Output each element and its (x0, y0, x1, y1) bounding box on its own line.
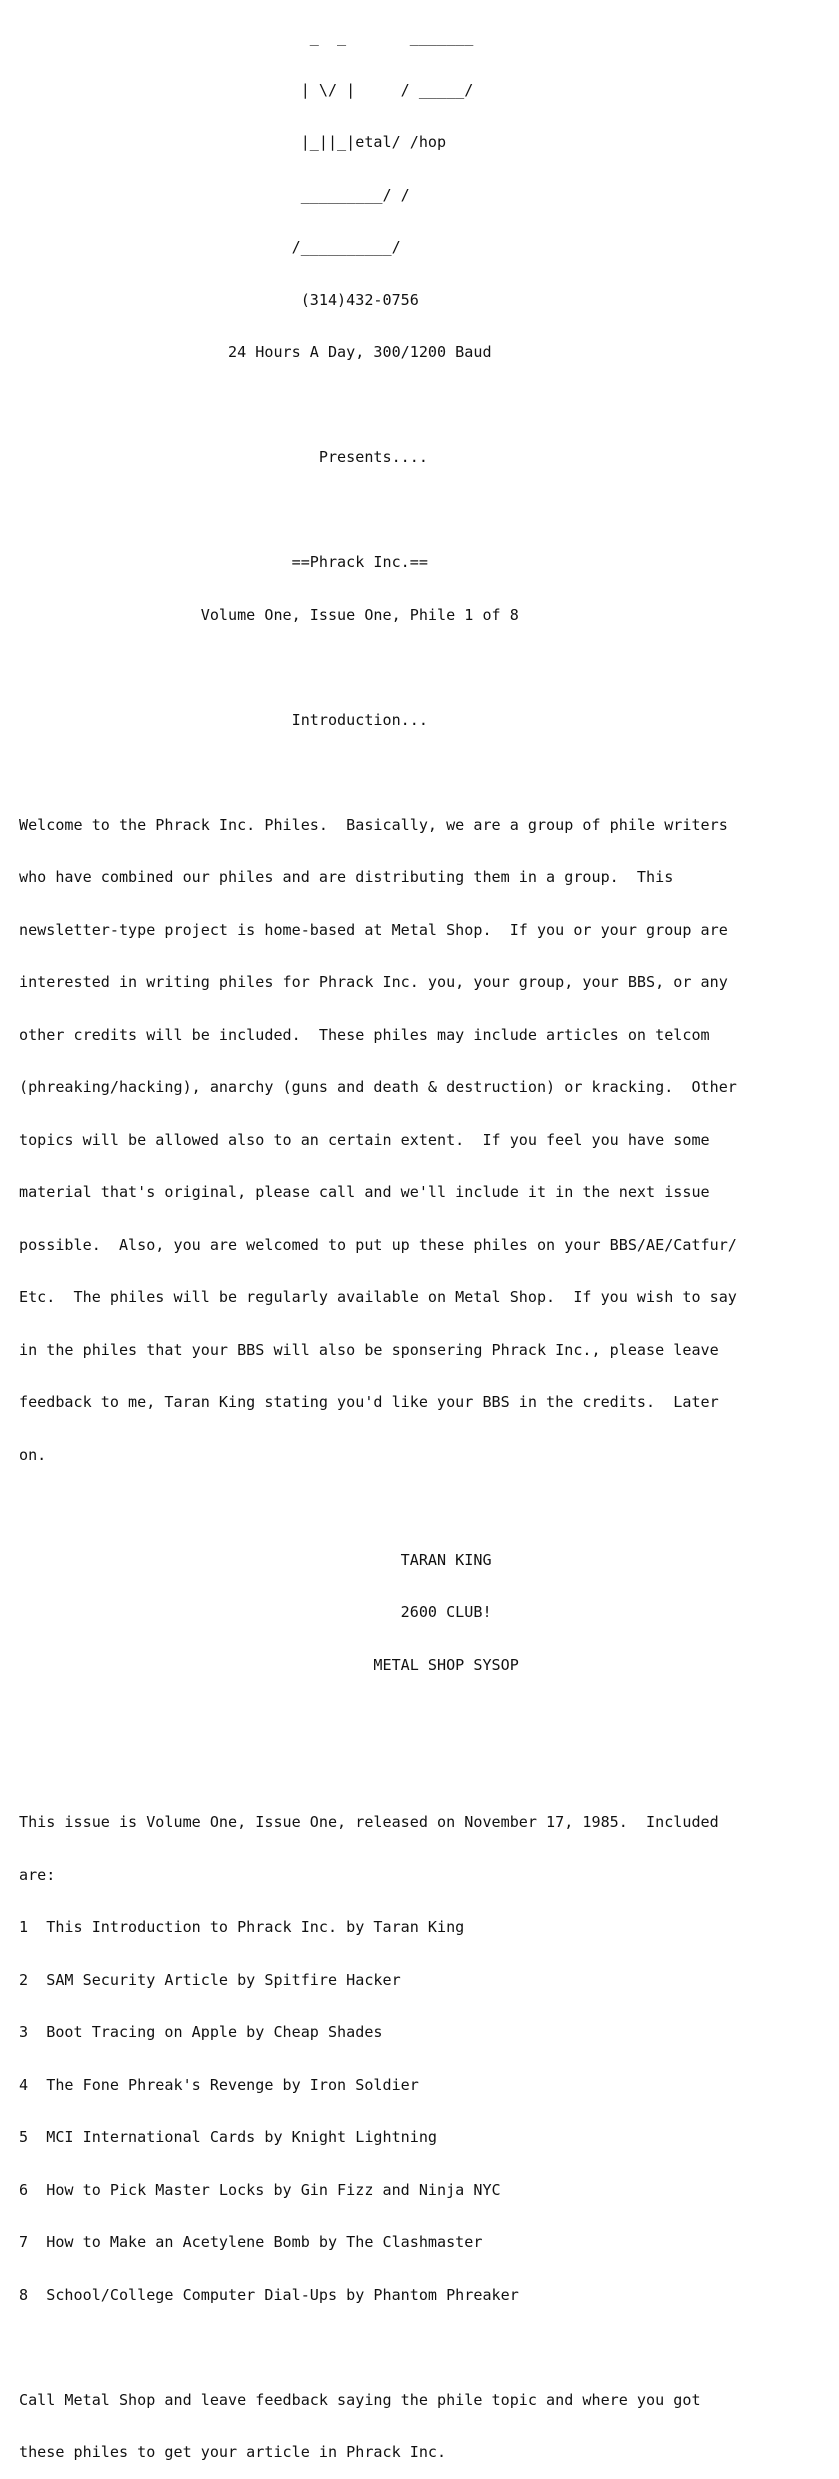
closing-line: Call Metal Shop and leave feedback saying the phile topic and where you got (19, 2390, 701, 2409)
ascii-logo-line: | \/ | / _____/ (19, 80, 474, 99)
ascii-logo-line: _ _ _______ (19, 28, 474, 46)
body-line: interested in writing philes for Phrack Inc. you, your group, your BBS, or any (19, 973, 728, 991)
availability-line: 24 Hours A Day, 300/1200 Baud (19, 343, 492, 361)
blank-line (19, 1762, 737, 1780)
blank-line (19, 764, 737, 782)
blank-line (19, 1709, 737, 1727)
issue-line: Volume One, Issue One, Phile 1 of 8 (19, 605, 519, 624)
contents-item: 7 How to Make an Acetylene Bomb by The Clashmaster (19, 2233, 483, 2251)
phone-number: (314)432-0756 (19, 290, 419, 309)
body-line: topics will be allowed also to an certain extent. If you feel you have some (19, 1130, 710, 1149)
body-line: other credits will be included. These philes may include articles on telcom (19, 1025, 710, 1044)
body-line: material that's original, please call and we'll include it in the next issue (19, 1183, 710, 1201)
contents-item: 4 The Fone Phreak's Revenge by Iron Soldier (19, 2075, 419, 2094)
publication-title: ==Phrack Inc.== (19, 553, 428, 571)
ascii-logo-line: _________/ / (19, 185, 410, 204)
issue-info-line: are: (19, 1865, 56, 1884)
body-line: Welcome to the Phrack Inc. Philes. Basically, we are a group of phile writers (19, 815, 728, 834)
body-line: possible. Also, you are welcomed to put up these philes on your BBS/AE/Catfur/ (19, 1235, 737, 1254)
section-heading: Introduction... (19, 710, 428, 729)
body-line: newsletter-type project is home-based at Metal Shop. If you or your group are (19, 920, 728, 939)
body-line: on. (19, 1445, 47, 1464)
blank-line (19, 2339, 737, 2357)
blank-line (19, 1499, 737, 1517)
body-line: who have combined our philes and are distributing them in a group. This (19, 868, 674, 886)
contents-item: 1 This Introduction to Phrack Inc. by Taran King (19, 1918, 465, 1936)
body-line: (phreaking/hacking), anarchy (guns and death & destruction) or kracking. Other (19, 1078, 737, 1096)
body-line: Etc. The philes will be regularly available on Metal Shop. If you wish to say (19, 1288, 737, 1306)
contents-item: 5 MCI International Cards by Knight Lightning (19, 2128, 438, 2146)
signature-role: METAL SHOP SYSOP (19, 1655, 519, 1674)
presents-line: Presents.... (19, 448, 428, 466)
body-line: feedback to me, Taran King stating you'd like your BBS in the credits. Later (19, 1393, 719, 1411)
contents-item: 8 School/College Computer Dial-Ups by Phantom Phreaker (19, 2285, 519, 2304)
blank-line (19, 502, 737, 520)
contents-item: 2 SAM Security Article by Spitfire Hacker (19, 1970, 401, 1989)
contents-item: 6 How to Pick Master Locks by Gin Fizz and Ninja NYC (19, 2180, 501, 2199)
signature-name: TARAN KING (19, 1550, 492, 1569)
closing-line: these philes to get your article in Phrack Inc. (19, 2443, 447, 2461)
ascii-logo-line: /__________/ (19, 238, 401, 256)
body-line: in the philes that your BBS will also be sponsering Phrack Inc., please leave (19, 1340, 719, 1359)
signature-affiliation: 2600 CLUB! (19, 1603, 492, 1621)
blank-line (19, 659, 737, 677)
contents-item: 3 Boot Tracing on Apple by Cheap Shades (19, 2023, 383, 2041)
issue-info-line: This issue is Volume One, Issue One, released on November 17, 1985. Included (19, 1813, 719, 1831)
text-document (19, 0, 737, 2479)
ascii-logo-line: |_||_|etal/ /hop (19, 133, 447, 151)
blank-line (19, 397, 737, 415)
